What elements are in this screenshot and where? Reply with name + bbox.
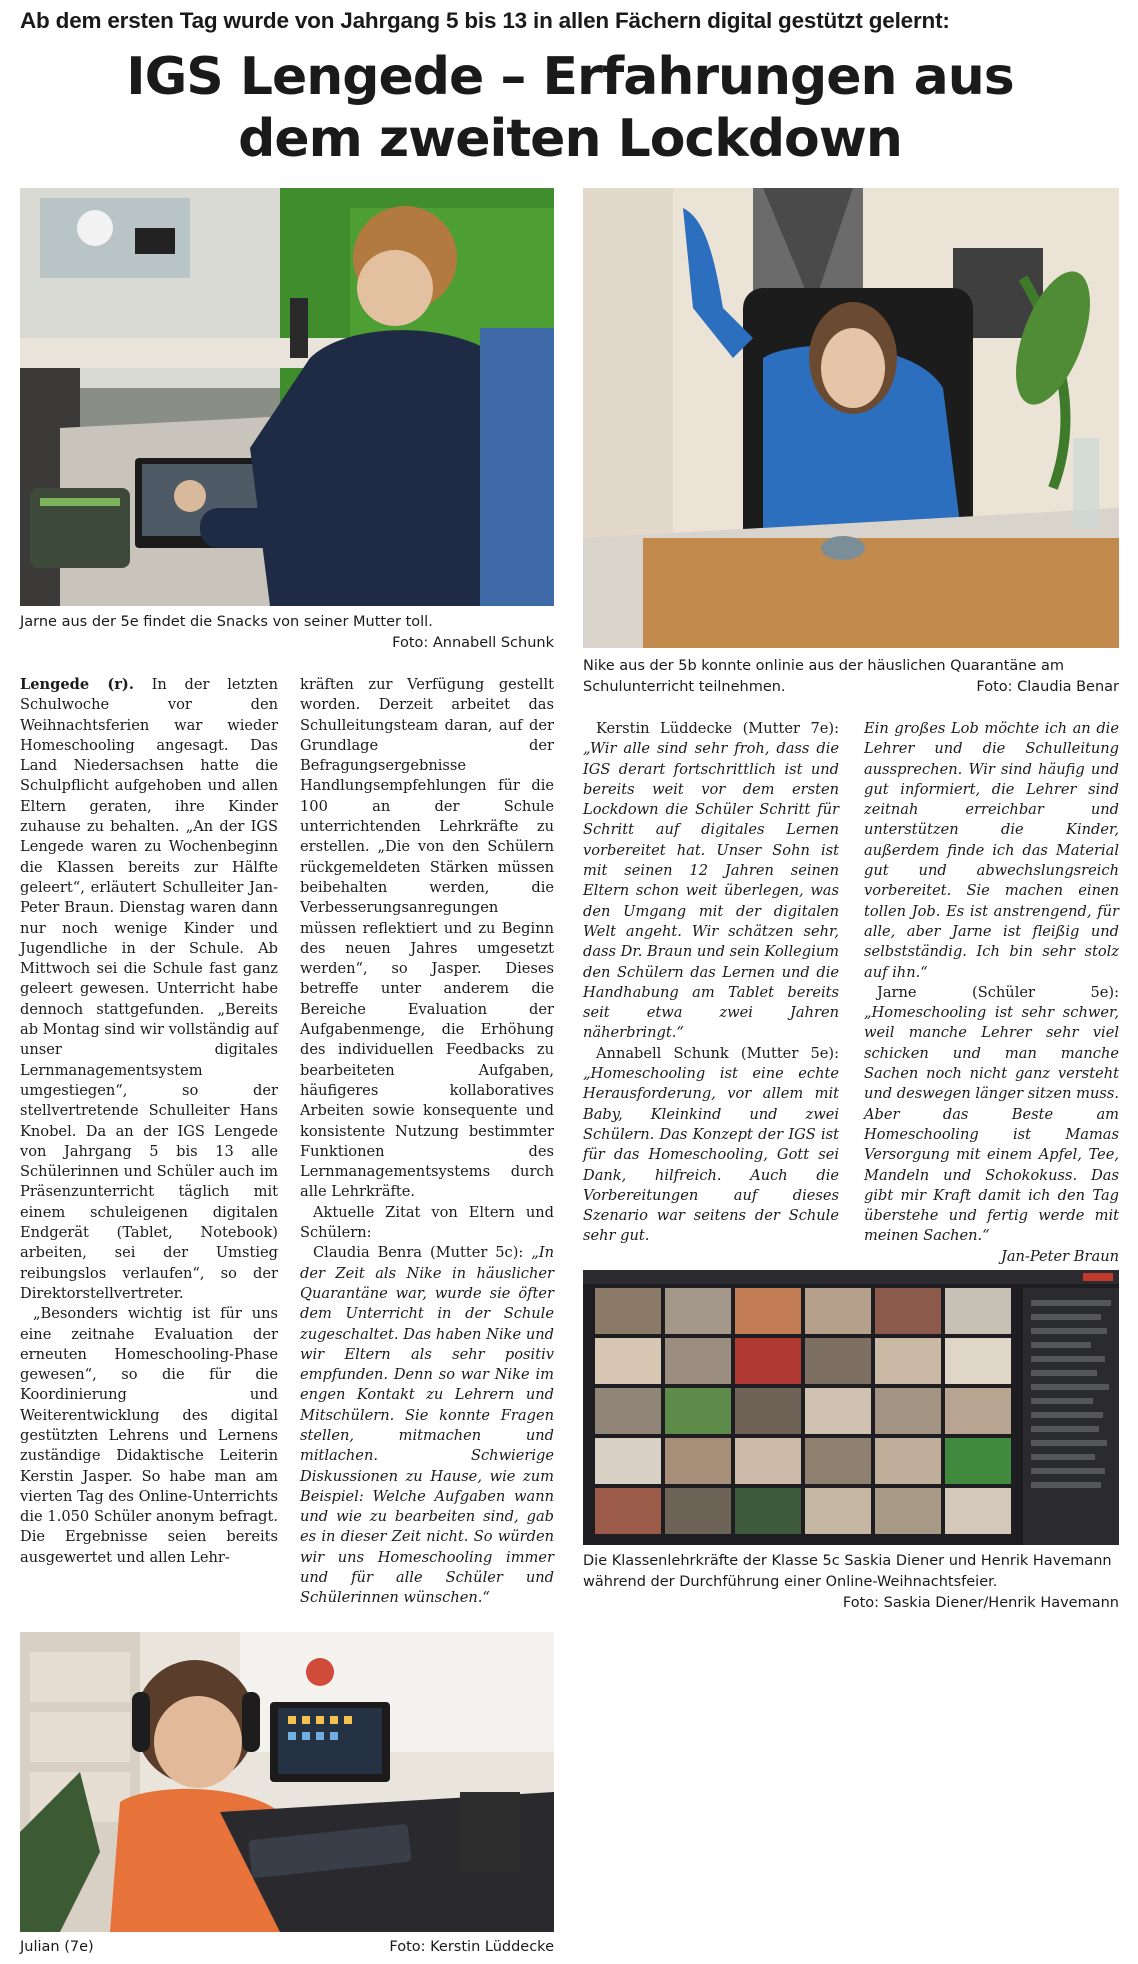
photo-nike-image bbox=[583, 188, 1119, 648]
photo-jarne bbox=[20, 188, 554, 606]
caption-jarne-text: Jarne aus der 5e findet die Snacks von seiner Mutter toll. bbox=[20, 614, 433, 630]
article-col2-paragraph-2: Aktuelle Zitat von Eltern und Schülern: bbox=[300, 1203, 554, 1242]
caption-nike-text: Nike aus der 5b konnte onlinie aus der häuslichen Quarantäne am Schulunterricht teilnehmen. bbox=[583, 658, 1064, 695]
photo-julian bbox=[20, 1632, 554, 1932]
quote-kerstin: „Wir alle sind sehr froh, dass die IGS derart fortschrittlich ist und bereits weit vor dem ersten Lockdown die Schüler Schritt für Schritt auf digitales Lernen vorbereitet hat. Unser Sohn ist mit seinen 12 Jahren seinen Eltern schon weit überlegen, was den Umgang mit der digitalen Welt angeht. Wir schätzen sehr, dass Dr. Braun und sein Kollegium den Schülern das Lernen und die Handhabung am Tablet bereits seit etwa zwei Jahren näherbringt.“ bbox=[583, 740, 839, 1042]
headline bbox=[20, 46, 1120, 170]
photo-jarne-image bbox=[20, 188, 554, 606]
caption-video-credit: Foto: Saskia Diener/Henrik Havemann bbox=[842, 1595, 1119, 1611]
article-column-4 bbox=[864, 719, 1119, 1267]
article-col4-paragraph-2 bbox=[864, 983, 1119, 1247]
caption-julian-text: Julian (7e) bbox=[20, 1939, 94, 1955]
caption-nike bbox=[583, 656, 1119, 698]
dateline: Lengede (r). bbox=[20, 676, 134, 693]
article-col3-paragraph-2 bbox=[583, 1044, 839, 1247]
quote-name-annabell: Annabell Schunk (Mutter 5e): bbox=[596, 1044, 839, 1062]
article-col4-paragraph-1: Ein großes Lob möchte ich an die Lehrer und die Schulleitung aussprechen. Wir sind häufig und gut informiert, die Lehrer sind zeitnah erreichbar und unterstützen die Kinder, außerdem finde ich das Material gut und abwechslungsreich vorbereitet. Sie machen einen tollen Job. Es ist anstrengend, für alle, aber Jarne ist fleißig und selbstständig. Ich bin sehr stolz auf ihn.“ bbox=[864, 720, 1119, 981]
article-column-1 bbox=[20, 675, 278, 1568]
quote-jarne: „Homeschooling ist sehr schwer, weil manche Lehrer sehr viel schicken und man manche Sachen noch nicht ganz versteht und deswegen länger sitzen muss. Aber das Beste am Homeschooling ist Mamas Versorgung mit einem Apfel, Tee, Mandeln und Schokokuss. Das gibt mir Kraft damit ich den Tag überstehe und fertig werde mit meinen Sachen.“ bbox=[864, 1004, 1119, 1245]
article-column-2 bbox=[300, 675, 554, 1609]
headline-line-2: dem zweiten Lockdown bbox=[238, 109, 902, 169]
headline-line-1: IGS Lengede – Erfahrungen aus bbox=[126, 47, 1014, 107]
photo-video-conference bbox=[583, 1270, 1119, 1545]
article-column-3 bbox=[583, 719, 839, 1247]
article-author: Jan-Peter Braun bbox=[1001, 1247, 1119, 1265]
kicker-line: Ab dem ersten Tag wurde von Jahrgang 5 bis 13 in allen Fächern digital gestützt gelernt: bbox=[20, 8, 950, 33]
article-col3-paragraph-1 bbox=[583, 719, 839, 1044]
quote-name-jarne: Jarne (Schüler 5e): bbox=[877, 983, 1119, 1001]
caption-video-text: Die Klassenlehrkräfte der Klasse 5c Saskia Diener und Henrik Havemann während der Durchführung einer Online-Weihnachtsfeier. bbox=[583, 1553, 1112, 1590]
caption-nike-credit: Foto: Claudia Benar bbox=[976, 679, 1119, 695]
photo-julian-image bbox=[20, 1632, 554, 1932]
quote-name-claudia: Claudia Benra (Mutter 5c): bbox=[313, 1244, 524, 1262]
article-col2-paragraph-3 bbox=[300, 1243, 554, 1608]
caption-julian-credit: Foto: Kerstin Lüddecke bbox=[389, 1939, 554, 1955]
photo-video-conference-image bbox=[583, 1270, 1119, 1545]
article-col2-paragraph-1: kräften zur Verfügung gestellt worden. Derzeit arbeitet das Schulleitungsteam daran, auf der Grundlage der Befragungsergebnisse Handlungsempfehlungen für die 100 an der Schule unterrichtenden Lehrkräfte zu erstellen. „Die von den Schülern rückgemeldeten Stärken müssen beibehalten werden, die Verbesserungsanregungen müssen reflektiert und zu Beginn des neuen Jahres umgesetzt werden“, so Jasper. Dieses betreffe unter anderem die Bereiche Evaluation der Aufgabenmenge, die Erhöhung des individuellen Feedbacks zu bearbeiteten Aufgaben, häufigeres kollaboratives Arbeiten sowie konsequente und konsistente Nutzung bestimmter Funktionen des Lernmanagementsystems durch alle Lehrkräfte. bbox=[300, 676, 554, 1201]
quote-annabell: „Homeschooling ist eine echte Herausforderung, vor allem mit Baby, Kleinkind und zwei Schülern. Das Konzept der IGS ist für das Homeschooling, Gott sei Dank, hilfreich. Auch die Vorbereitungen auf dieses Szenario war seitens der Schule sehr gut. bbox=[583, 1065, 839, 1245]
caption-video bbox=[583, 1551, 1119, 1614]
quote-claudia: „In der Zeit als Nike in häuslicher Quarantäne war, wurde sie öfter dem Unterricht in der Schule zugeschaltet. Das haben Nike und wir Eltern als sehr positiv empfunden. Denn so war Nike im engen Kontakt zu Lehrern und Mitschülern. Sie konnte Fragen stellen, mitmachen und mitlachen. Schwierige Diskussionen zu Hause, wie zum Beispiel: Welche Aufgaben wann und wie zu bearbeiten sind, gab es in dieser Zeit nicht. So würden wir uns Homeschooling immer und für alle Schüler und Schülerinnen wünschen.“ bbox=[300, 1244, 554, 1607]
article-col1-paragraph-2: „Besonders wichtig ist für uns eine zeitnahe Evaluation der erneuten Homeschooling-Phase gewesen“, so die für die Koordinierung und Weiterentwicklung des digital gestützten Lehrens und Lernens zuständige Didaktische Leiterin Kerstin Jasper. So habe man am vierten Tag des Online-Unterrichts die 1.050 Schüler anonym befragt. Die Ergebnisse seien bereits ausgewertet und allen Lehr- bbox=[20, 1305, 278, 1566]
article-col1-paragraph-1 bbox=[20, 675, 278, 1304]
quote-name-kerstin: Kerstin Lüddecke (Mutter 7e): bbox=[596, 720, 839, 737]
caption-jarne-credit: Foto: Annabell Schunk bbox=[392, 635, 554, 651]
caption-julian bbox=[20, 1937, 554, 1958]
caption-jarne bbox=[20, 612, 554, 654]
article-col1-text-1: In der letzten Schulwoche vor den Weihnachtsferien war wieder Homeschooling angesagt. Das Land Niedersachsen hatte die Schulpflicht aufgehoben und allen Eltern geraten, ihre Kinder zuhause zu behalten. „An der IGS Lengede waren zu Wochenbeginn die Klassen bereits zur Hälfte geleert“, erläutert Schulleiter Jan-Peter Braun. Dienstag waren dann nur noch wenige Kinder und Jugendliche in der Schule. Ab Mittwoch sei die Schule fast ganz geleert gewesen. Unterricht habe dennoch stattgefunden. „Bereits ab Montag sind wir vollständig auf unser digitales Lernmanagementsystem umgestiegen“, so der stellvertretende Schulleiter Hans Knobel. Da an der IGS Lengede von Jahrgang 5 bis 13 alle Schülerinnen und Schüler auch im Präsenzunterricht täglich mit einem schuleigenen digitalen Endgerät (Tablet, Notebook) arbeiten, sei der Umstieg reibungslos verlaufen“, so der Direktorstellvertreter. bbox=[20, 676, 279, 1302]
photo-nike bbox=[583, 188, 1119, 648]
